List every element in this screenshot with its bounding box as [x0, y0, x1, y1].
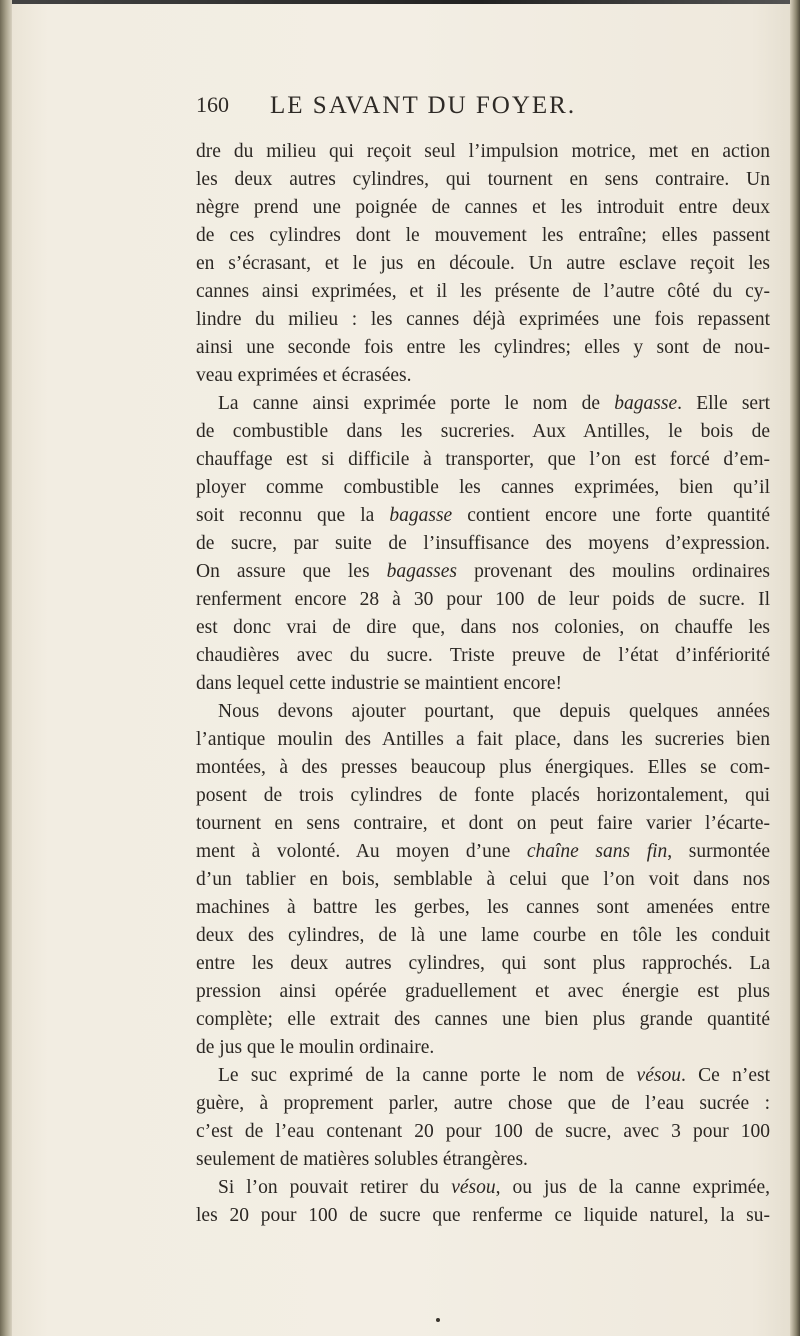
- page-number: 160: [196, 92, 229, 117]
- text-line: veau exprimées et écrasées.: [196, 365, 412, 386]
- text-line: montées, à des presses beaucoup plus énergiques. Elles se com-: [196, 757, 770, 778]
- text-line: dre du milieu qui reçoit seul l’impulsion motrice, met en action: [196, 141, 770, 162]
- text-line: c’est de l’eau contenant 20 pour 100 de sucre, avec 3 pour 100: [196, 1121, 770, 1142]
- text-line: est donc vrai de dire que, dans nos colonies, on chauffe les: [196, 617, 770, 638]
- text-line: guère, à proprement parler, autre chose que de l’eau sucrée :: [196, 1093, 770, 1114]
- text-line: machines à battre les gerbes, les cannes sont amenées entre: [196, 897, 770, 918]
- text-line: pression ainsi opérée graduellement et avec énergie est plus: [196, 981, 770, 1002]
- paragraph-start: La canne ainsi exprimée porte le nom de bagasse. Elle sert: [218, 393, 770, 414]
- text-line: dans lequel cette industrie se maintient encore!: [196, 673, 563, 694]
- text-line: ployer comme combustible les cannes exprimées, bien qu’il: [196, 477, 770, 498]
- page-left-edge: [0, 0, 12, 1336]
- text-line: cannes ainsi exprimées, et il les présente de l’autre côté du cy-: [196, 281, 770, 302]
- running-head: LE SAVANT DU FOYER.: [270, 92, 577, 119]
- page-header: [196, 92, 736, 132]
- italic-term: bagasses: [386, 561, 458, 582]
- italic-term: bagasse: [389, 505, 453, 526]
- text-line: d’un tablier en bois, semblable à celui que l’on voit dans nos: [196, 869, 770, 890]
- text-line: chauffage est si difficile à transporter, que l’on est forcé d’em-: [196, 449, 770, 470]
- page-top-edge: [0, 0, 800, 4]
- italic-term: vésou: [636, 1065, 681, 1086]
- text-line: les deux autres cylindres, qui tournent en sens contraire. Un: [196, 169, 770, 190]
- text-line: renferment encore 28 à 30 pour 100 de leur poids de sucre. Il: [196, 589, 770, 610]
- paragraph-start: Le suc exprimé de la canne porte le nom de vésou. Ce n’est: [218, 1065, 770, 1086]
- text-line: On assure que les bagasses provenant des moulins ordinaires: [196, 561, 770, 582]
- body-text: [196, 138, 770, 1230]
- italic-term: chaîne sans fin: [526, 841, 668, 862]
- paragraph-start: Nous devons ajouter pourtant, que depuis quelques années: [218, 701, 770, 722]
- text-line: soit reconnu que la bagasse contient encore une forte quantité: [196, 505, 770, 526]
- text-line: de ces cylindres dont le mouvement les entraîne; elles passent: [196, 225, 770, 246]
- text-line: posent de trois cylindres de fonte placés horizontalement, qui: [196, 785, 770, 806]
- italic-term: bagasse: [614, 393, 678, 414]
- text-line: entre les deux autres cylindres, qui sont plus rapprochés. La: [196, 953, 770, 974]
- text-line: deux des cylindres, de là une lame courbe en tôle les conduit: [196, 925, 770, 946]
- text-line: de jus que le moulin ordinaire.: [196, 1037, 435, 1058]
- paragraph-start: Si l’on pouvait retirer du vésou, ou jus de la canne exprimée,: [218, 1177, 770, 1198]
- text-line: seulement de matières solubles étrangères.: [196, 1149, 528, 1170]
- text-line: ment à volonté. Au moyen d’une chaîne sans fin, surmontée: [196, 841, 770, 862]
- text-line: tournent en sens contraire, et dont on peut faire varier l’écarte-: [196, 813, 770, 834]
- page-right-edge: [790, 0, 800, 1336]
- text-line: complète; elle extrait des cannes une bien plus grande quantité: [196, 1009, 770, 1030]
- page-speck: [436, 1318, 440, 1322]
- text-line: ainsi une seconde fois entre les cylindres; elles y sont de nou-: [196, 337, 770, 358]
- text-line: de sucre, par suite de l’insuffisance des moyens d’expression.: [196, 533, 770, 554]
- text-line: nègre prend une poignée de cannes et les introduit entre deux: [196, 197, 770, 218]
- text-line: de combustible dans les sucreries. Aux Antilles, le bois de: [196, 421, 770, 442]
- italic-term: vésou: [451, 1177, 496, 1198]
- text-line: chaudières avec du sucre. Triste preuve de l’état d’infériorité: [196, 645, 770, 666]
- text-line: lindre du milieu : les cannes déjà exprimées une fois repassent: [196, 309, 770, 330]
- text-line: les 20 pour 100 de sucre que renferme ce liquide naturel, la su-: [196, 1205, 770, 1226]
- text-line: l’antique moulin des Antilles a fait place, dans les sucreries bien: [196, 729, 770, 750]
- text-line: en s’écrasant, et le jus en découle. Un autre esclave reçoit les: [196, 253, 770, 274]
